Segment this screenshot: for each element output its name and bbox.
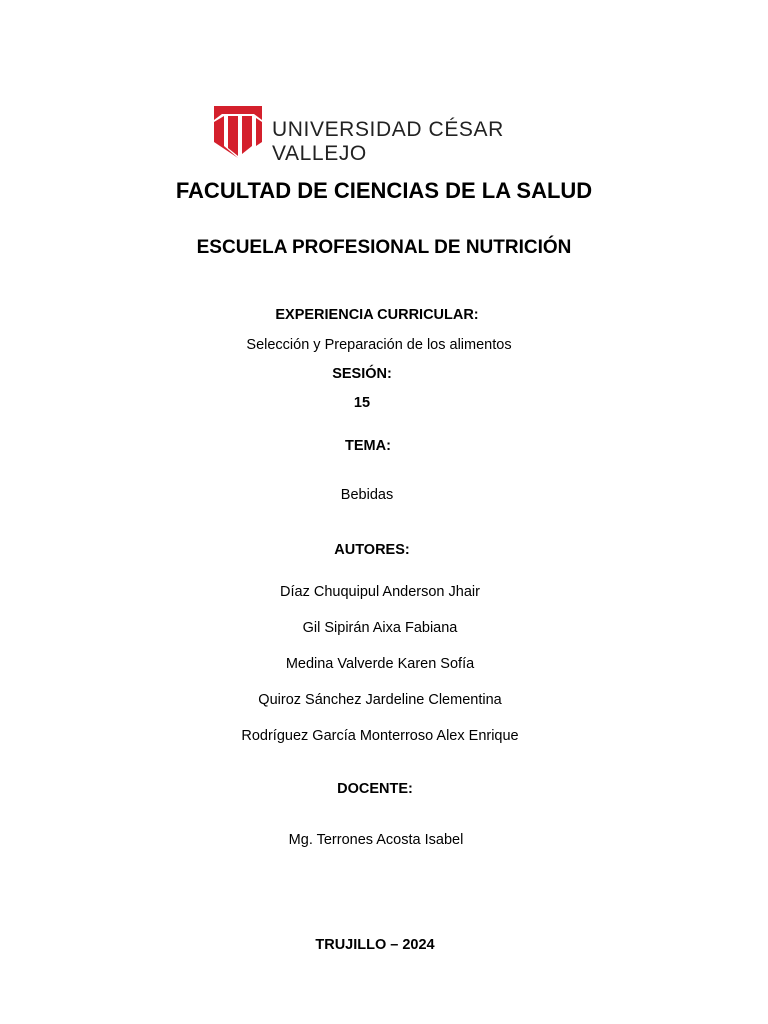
school-title: ESCUELA PROFESIONAL DE NUTRICIÓN — [196, 237, 572, 258]
author-name: Rodríguez García Monterroso Alex Enrique — [241, 728, 519, 744]
university-logo — [212, 102, 552, 165]
university-name: UNIVERSIDAD CÉSAR VALLEJO — [272, 118, 504, 165]
city-year: TRUJILLO – 2024 — [315, 937, 435, 953]
author-name: Medina Valverde Karen Sofía — [285, 656, 475, 672]
author-name: Quiroz Sánchez Jardeline Clementina — [258, 692, 502, 708]
course-name: Selección y Preparación de los alimentos — [246, 337, 512, 353]
authors-label: AUTORES: — [334, 542, 410, 558]
topic-value: Bebidas — [340, 487, 394, 503]
teacher-name: Mg. Terrones Acosta Isabel — [288, 832, 464, 848]
topic-label: TEMA: — [345, 438, 391, 454]
author-name: Díaz Chuquipul Anderson Jhair — [280, 584, 480, 600]
faculty-title: FACULTAD DE CIENCIAS DE LA SALUD — [175, 178, 593, 203]
course-label: EXPERIENCIA CURRICULAR: — [275, 307, 479, 323]
ucv-shield-icon — [212, 102, 264, 160]
session-label: SESIÓN: — [332, 366, 392, 382]
teacher-label: DOCENTE: — [337, 781, 413, 797]
session-number: 15 — [353, 395, 371, 411]
author-name: Gil Sipirán Aixa Fabiana — [302, 620, 458, 636]
